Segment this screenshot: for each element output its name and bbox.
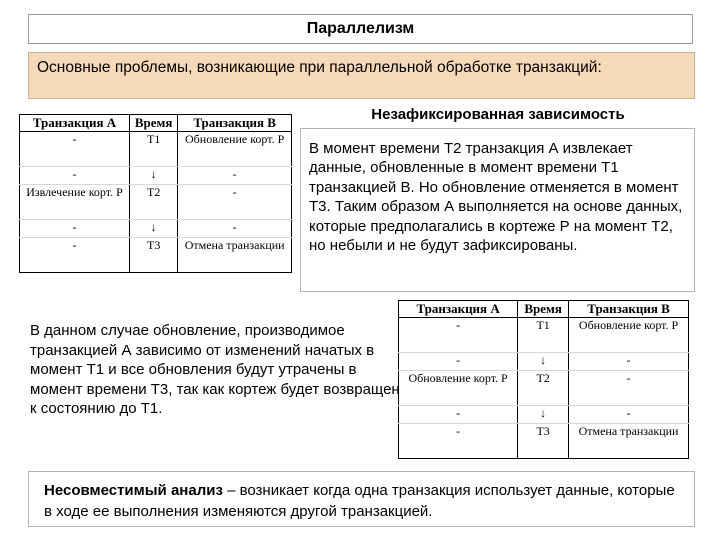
column-header: Транзакция А [20,115,130,132]
table-cell: Обновление корт. Р [178,132,292,167]
table-row [399,406,689,424]
table-cell: Т1 [518,318,569,353]
dependency-explanation: В данном случае обновление, производимое транзакцией А зависимо от изменений начатых в момент Т1 и все обновления будут утрачены в момент времени Т3, так как кортеж будет возвращен к состоянию до Т1. [30,322,400,418]
table-header-row [20,115,292,132]
table-row [20,185,292,220]
table-cell: - [569,353,689,371]
table-cell: - [399,353,518,371]
table-cell: Т1 [130,132,178,167]
table-cell: - [20,132,130,167]
table-header-row [399,301,689,318]
page-title: Параллелизм [28,14,693,44]
table-cell: - [20,238,130,273]
table-cell: Отмена транзакции [178,238,292,273]
column-header: Время [518,301,569,318]
table-cell: Отмена транзакции [569,424,689,459]
transaction-table-left [19,114,292,273]
table-cell: - [399,318,518,353]
table-row [399,424,689,459]
table-cell: - [178,185,292,220]
table-cell: - [20,167,130,185]
incompatible-analysis-text: – возникает когда одна транзакция использует данные, которые в ходе ее выполнения изменяются другой транзакцией. [44,482,675,520]
incompatible-analysis-term: Несовместимый анализ [44,482,223,499]
table-cell: - [399,406,518,424]
table-cell: Т2 [130,185,178,220]
table-cell: - [178,167,292,185]
table-row [399,371,689,406]
transaction-table-right [398,300,689,459]
column-header: Транзакция В [569,301,689,318]
table-cell: Т2 [518,371,569,406]
table-cell: - [569,371,689,406]
table-cell: - [399,424,518,459]
table-cell: Обновление корт. Р [399,371,518,406]
down-arrow-icon: ↓ [130,220,178,238]
table-cell: - [178,220,292,238]
column-header: Транзакция А [399,301,518,318]
table-cell: Обновление корт. Р [569,318,689,353]
table-row [399,353,689,371]
column-header: Транзакция В [178,115,292,132]
table-row [20,238,292,273]
incompatible-analysis-box [28,471,695,527]
uncommitted-dependency-heading: Незафиксированная зависимость [371,106,625,123]
problems-banner: Основные проблемы, возникающие при параллельной обработке транзакций: [28,52,695,99]
down-arrow-icon: ↓ [518,353,569,371]
table-cell: - [20,220,130,238]
table-cell: Т3 [518,424,569,459]
table-row [399,318,689,353]
column-header: Время [130,115,178,132]
table-row [20,220,292,238]
table-cell: Извлечение корт. Р [20,185,130,220]
uncommitted-dependency-text: В момент времени Т2 транзакция А извлекает данные, обновленные в момент времени Т1 транзакцией В. Но обновление отменяется в момент Т3. Таким образом А выполняется на основе данных, которые предполагались в кортеже Р на момент Т2, но небыли и не будут зафиксированы. [300,128,695,292]
table-row [20,132,292,167]
table-cell: Т3 [130,238,178,273]
down-arrow-icon: ↓ [518,406,569,424]
table-row [20,167,292,185]
down-arrow-icon: ↓ [130,167,178,185]
table-cell: - [569,406,689,424]
